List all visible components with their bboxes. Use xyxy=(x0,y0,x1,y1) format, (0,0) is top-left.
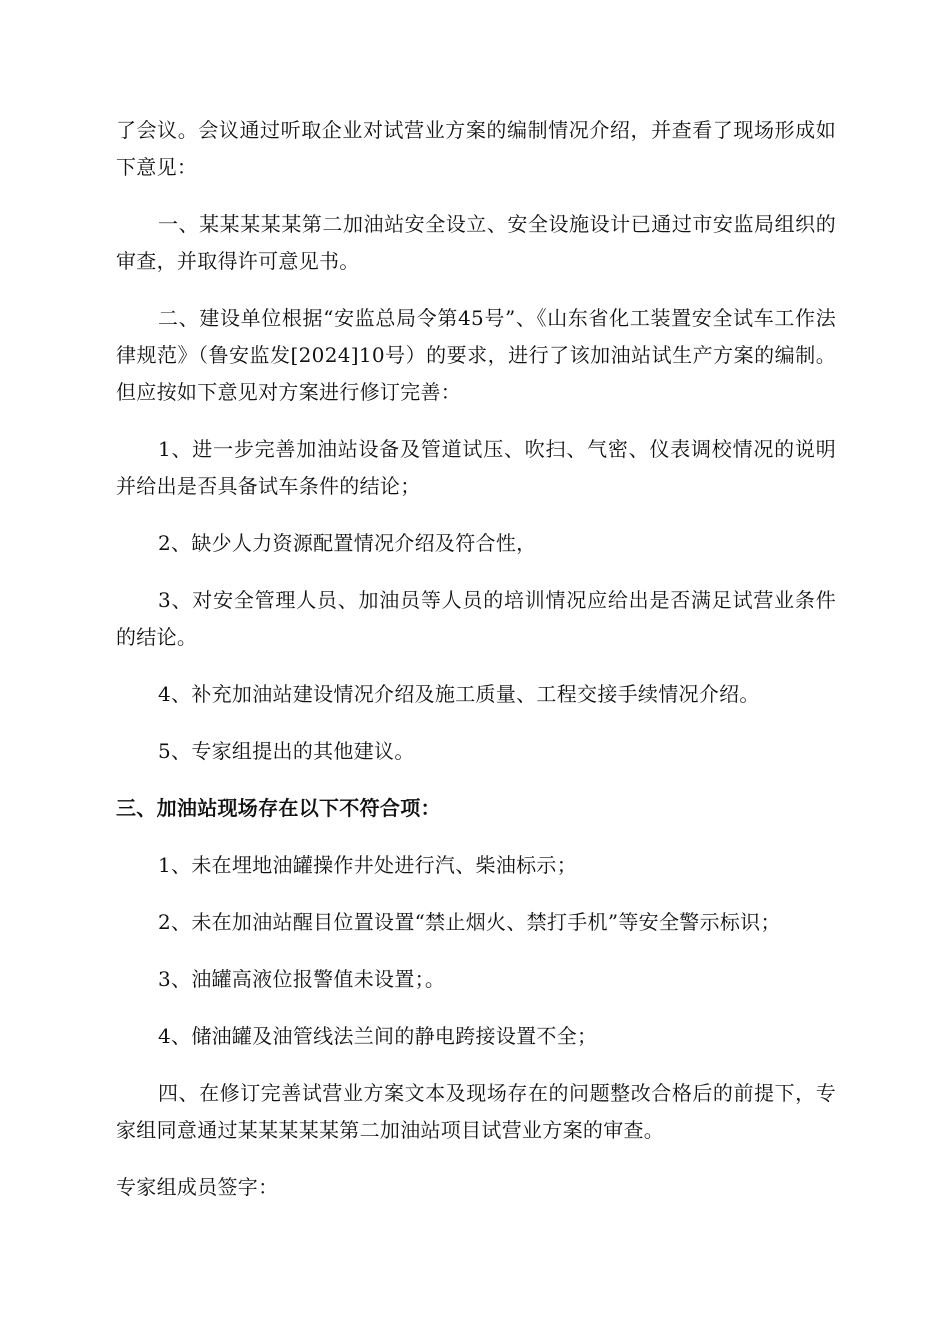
paragraph-meeting-intro: 了会议。会议通过听取企业对试营业方案的编制情况介绍，并查看了现场形成如下意见： xyxy=(116,118,836,179)
paragraph-subitem-4: 4、补充加油站建设情况介绍及施工质量、工程交接手续情况介绍。 xyxy=(158,682,760,706)
paragraph-subitem-1: 1、进一步完善加油站设备及管道试压、吹扫、气密、仪表调校情况的说明并给出是否具备试车条件的结论； xyxy=(116,437,836,498)
paragraph-subitem-2: 2、缺少人力资源配置情况介绍及符合性， xyxy=(158,531,537,555)
paragraph-nonconformity-1: 1、未在埋地油罐操作井处进行汽、柴油标示； xyxy=(158,853,578,877)
paragraph-item-two: 二、建设单位根据“安监总局令第45号”、《山东省化工装置安全试车工作法律规范》（鲁安监发[2024]10号）的要求，进行了该加油站试生产方案的编制。但应按如下意见对方案进行修订完善： xyxy=(116,306,836,404)
paragraph-nonconformity-2: 2、未在加油站醒目位置设置“禁止烟火、禁打手机”等安全警示标识； xyxy=(158,910,781,934)
paragraph-item-four: 四、在修订完善试营业方案文本及现场存在的问题整改合格后的前提下，专家组同意通过某某某某某第二加油站项目试营业方案的审查。 xyxy=(116,1081,836,1142)
paragraph-subitem-5: 5、专家组提出的其他建议。 xyxy=(158,739,415,763)
paragraph-nonconformity-4: 4、储油罐及油管线法兰间的静电跨接设置不全； xyxy=(158,1024,598,1048)
paragraph-item-one: 一、某某某某某第二加油站安全设立、安全设施设计已通过市安监局组织的审查，并取得许可意见书。 xyxy=(116,212,836,273)
paragraph-nonconformity-3: 3、油罐高液位报警值未设置；。 xyxy=(158,967,446,991)
document-page xyxy=(116,112,836,1226)
section-heading-nonconformities: 三、加油站现场存在以下不符合项： xyxy=(116,796,441,820)
paragraph-subitem-3: 3、对安全管理人员、加油员等人员的培训情况应给出是否满足试营业条件的结论。 xyxy=(116,588,836,649)
signature-label: 专家组成员签字： xyxy=(116,1175,279,1199)
